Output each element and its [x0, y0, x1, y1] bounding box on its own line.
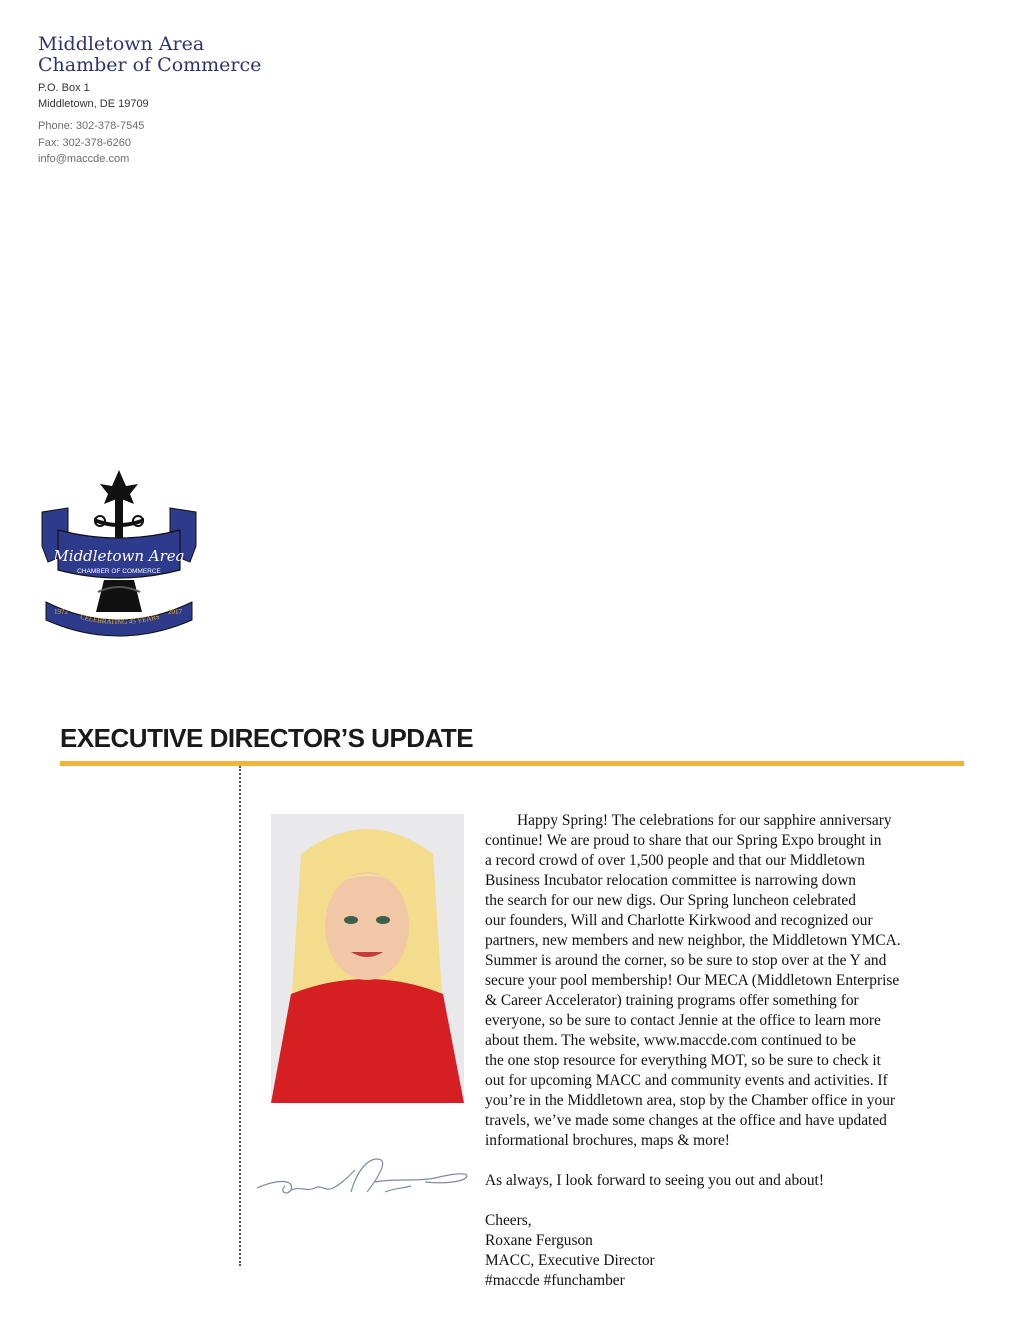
letter-cheers: Cheers,	[485, 1212, 532, 1229]
phone: Phone: 302-378-7545	[38, 120, 145, 132]
letter-body	[485, 811, 965, 1291]
letter-line: & Career Accelerator) training programs offer something for	[485, 992, 859, 1009]
letter-closing: As always, I look forward to seeing you out and about!	[485, 1172, 824, 1189]
letter-signer-role: MACC, Executive Director	[485, 1252, 655, 1269]
letter-line: the one stop resource for everything MOT, so be sure to check it	[485, 1052, 881, 1069]
logo-name: Middletown Area	[53, 547, 185, 565]
fax: Fax: 302-378-6260	[38, 136, 131, 149]
dotted-divider	[239, 766, 241, 1266]
email-link[interactable]: info@maccde.com	[38, 153, 130, 165]
logo-year-end: 2017	[168, 608, 182, 616]
letter-signer-name: Roxane Ferguson	[485, 1232, 593, 1249]
letter-line: Happy Spring! The celebrations for our sapphire anniversary	[517, 812, 892, 829]
letter-line: travels, we’ve made some changes at the office and have updated	[485, 1112, 887, 1129]
letter-line: secure your pool membership! Our MECA (Middletown Enterprise	[485, 972, 900, 989]
logo-year-start: 1972	[54, 608, 68, 616]
org-name-line2: Chamber of Commerce	[38, 54, 262, 76]
letter-line: Summer is around the corner, so be sure to stop over at the Y and	[485, 952, 887, 969]
title-rule	[60, 761, 964, 766]
signature	[255, 1152, 470, 1207]
letter-hashtags: #maccde #funchamber	[485, 1272, 625, 1289]
letter-line: everyone, so be sure to contact Jennie at the office to learn more	[485, 1012, 881, 1029]
director-photo	[271, 814, 464, 1103]
letter-line: continue! We are proud to share that our Spring Expo brought in	[485, 832, 882, 849]
letter-line: about them. The website, www.maccde.com continued to be	[485, 1032, 856, 1049]
section-title: EXECUTIVE DIRECTOR’S UPDATE	[60, 723, 474, 753]
org-name-line1: Middletown Area	[38, 33, 205, 55]
letter-line: the search for our new digs. Our Spring luncheon celebrated	[485, 892, 856, 909]
letter-line: Business Incubator relocation committee is narrowing down	[485, 872, 856, 889]
po-box: P.O. Box 1	[38, 82, 90, 94]
letter-line: partners, new members and new neighbor, the Middletown YMCA.	[485, 932, 901, 949]
letter-paragraph	[485, 811, 965, 1151]
letter-line: our founders, Will and Charlotte Kirkwood and recognized our	[485, 912, 873, 929]
letter-line: out for upcoming MACC and community events and activities. If	[485, 1072, 888, 1089]
logo-subtitle: CHAMBER OF COMMERCE	[77, 568, 161, 575]
letter-line: informational brochures, maps & more!	[485, 1132, 730, 1149]
letter-line: a record crowd of over 1,500 people and that our Middletown	[485, 852, 865, 869]
letter-line: you’re in the Middletown area, stop by the Chamber office in your	[485, 1092, 896, 1109]
city-address: Middletown, DE 19709	[38, 98, 149, 110]
letterhead	[38, 34, 261, 168]
logo-banner-text: CELEBRATING 45 YEARS	[79, 612, 161, 627]
chamber-logo	[38, 462, 200, 638]
